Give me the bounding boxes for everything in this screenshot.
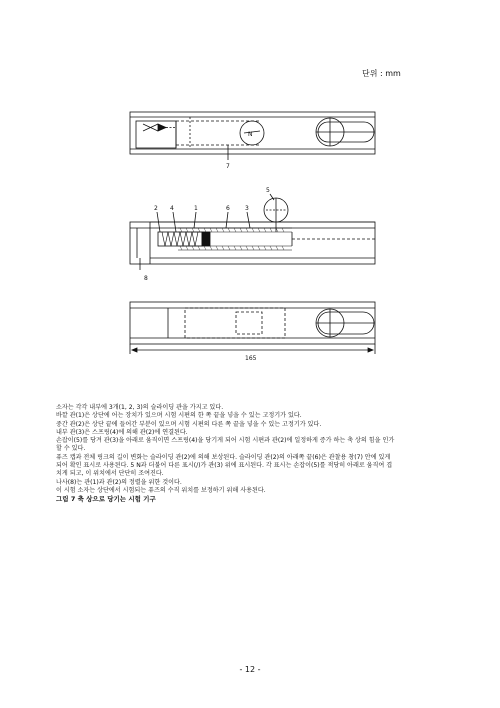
paragraph: 손잡이(5)를 당겨 관(3)을 아래로 움직이면 스프링(4)을 당기게 되어 시험 시편과 관(2)에 일정하게 증가 하는 축 상의 힘을 인가할 수 있다. — [56, 437, 395, 453]
callout-4: 4 — [170, 205, 174, 212]
callout-8: 8 — [144, 275, 148, 282]
callout-7-top: 7 — [226, 163, 230, 170]
callout-2: 2 — [154, 205, 158, 212]
callout-3: 3 — [245, 205, 249, 212]
callout-5: 5 — [266, 187, 270, 194]
paragraph: 퓨즈 캡과 전체 링크의 길이 변화는 슬라이딩 관(2)에 의해 보상된다. 슬라이딩 관(2)의 아래쪽 끝(6)은 관찰용 창(7) 안에 있게 되어 확인 표시로 사용된다. 5 N과 더불어 다른 표시(/)가 관(3) 위에 표시된다. 각 표시는 손잡이(5)를 적당히 아래로 움직여 겹치게 되고, 이 위치에서 단단히 조여진다. — [56, 453, 393, 478]
unit-label: 단위 : mm — [362, 69, 401, 78]
section-view-drawing — [130, 194, 375, 270]
bottom-view-drawing — [130, 302, 375, 354]
paragraph: 중간 관(2)은 상단 끝에 들어간 부분이 있으며 시험 시편의 다른 쪽 끝을 넣을 수 있는 고정기가 있다. — [56, 420, 322, 428]
callout-1: 1 — [194, 205, 198, 212]
svg-text:N: N — [248, 131, 253, 138]
page-number: - 12 - — [239, 665, 261, 674]
paragraph: 나사(8)는 관(1)과 관(2)의 정렬을 위한 것이다. — [56, 478, 182, 486]
paragraph: 이 시험 소자는 상단에서 시험되는 퓨즈의 수직 위치를 보정하기 위해 사용된다. — [56, 486, 266, 494]
figure-description — [56, 404, 396, 504]
paragraph: 소자는 각각 내부에 3개(1, 2, 3)의 슬라이딩 관을 가지고 있다. — [56, 404, 224, 411]
paragraph: 내부 관(3)은 스프링(4)에 의해 관(2)에 연결된다. — [56, 428, 188, 436]
figure-title: 그림 7 축 상으로 당기는 시험 기구 — [56, 495, 156, 504]
callout-6: 6 — [226, 205, 230, 212]
dimension-165: 165 — [245, 355, 257, 362]
paragraph: 바깥 관(1)은 상단에 어는 장치가 있으며 시험 시편의 한 쪽 끝을 넣을 수 있는 고정기가 있다. — [56, 412, 302, 420]
top-view-drawing — [130, 112, 375, 160]
